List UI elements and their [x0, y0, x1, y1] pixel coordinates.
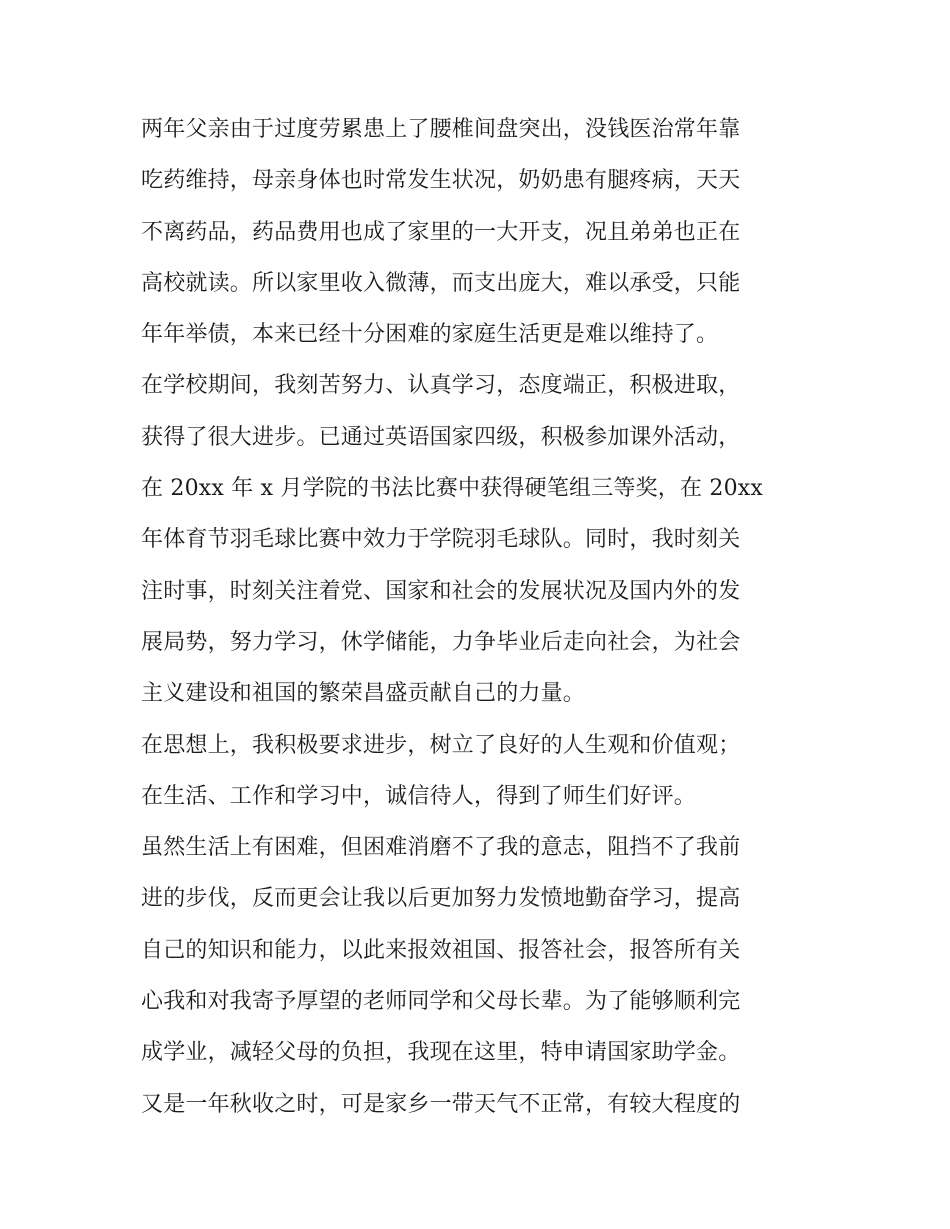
text-line: 年体育节羽毛球比赛中效力于学院羽毛球队。同时，我时刻关	[141, 527, 741, 553]
text-line: 在思想上，我积极要求进步，树立了良好的人生观和价值观；	[141, 732, 741, 758]
document-body	[141, 104, 821, 1130]
text-line: 在 20xx 年 x 月学院的书法比赛中获得硬笔组三等奖，在 20xx	[141, 476, 763, 502]
text-line: 不离药品，药品费用也成了家里的一大开支，况且弟弟也正在	[141, 219, 741, 245]
text-line: 年年举债，本来已经十分困难的家庭生活更是难以维持了。	[141, 322, 719, 348]
text-line: 自己的知识和能力，以此来报效祖国、报答社会，报答所有关	[141, 937, 741, 963]
text-line: 心我和对我寄予厚望的老师同学和父母长辈。为了能够顺利完	[141, 989, 741, 1015]
text-line: 获得了很大进步。已通过英语国家四级，积极参加课外活动，	[141, 424, 741, 450]
text-line: 主义建设和祖国的繁荣昌盛贡献自己的力量。	[141, 681, 586, 707]
text-line: 展局势，努力学习，休学储能，力争毕业后走向社会，为社会	[141, 629, 741, 655]
text-line: 注时事，时刻关注着党、国家和社会的发展状况及国内外的发	[141, 578, 741, 604]
text-line: 虽然生活上有困难，但困难消磨不了我的意志，阻挡不了我前	[141, 835, 741, 861]
text-line: 成学业，减轻父母的负担，我现在这里，特申请国家助学金。	[141, 1040, 741, 1066]
text-line: 进的步伐，反而更会让我以后更加努力发愤地勤奋学习，提高	[141, 886, 741, 912]
text-line: 两年父亲由于过度劳累患上了腰椎间盘突出，没钱医治常年靠	[141, 117, 741, 142]
text-line: 在学校期间，我刻苦努力、认真学习，态度端正，积极进取，	[141, 373, 741, 399]
text-line: 高校就读。所以家里收入微薄，而支出庞大，难以承受，只能	[141, 270, 741, 296]
text-line: 在生活、工作和学习中，诚信待人，得到了师生们好评。	[141, 783, 697, 809]
text-line: 又是一年秋收之时，可是家乡一带天气不正常，有较大程度的	[141, 1091, 741, 1117]
text-line: 吃药维持，母亲身体也时常发生状况，奶奶患有腿疼病，天天	[141, 168, 741, 194]
